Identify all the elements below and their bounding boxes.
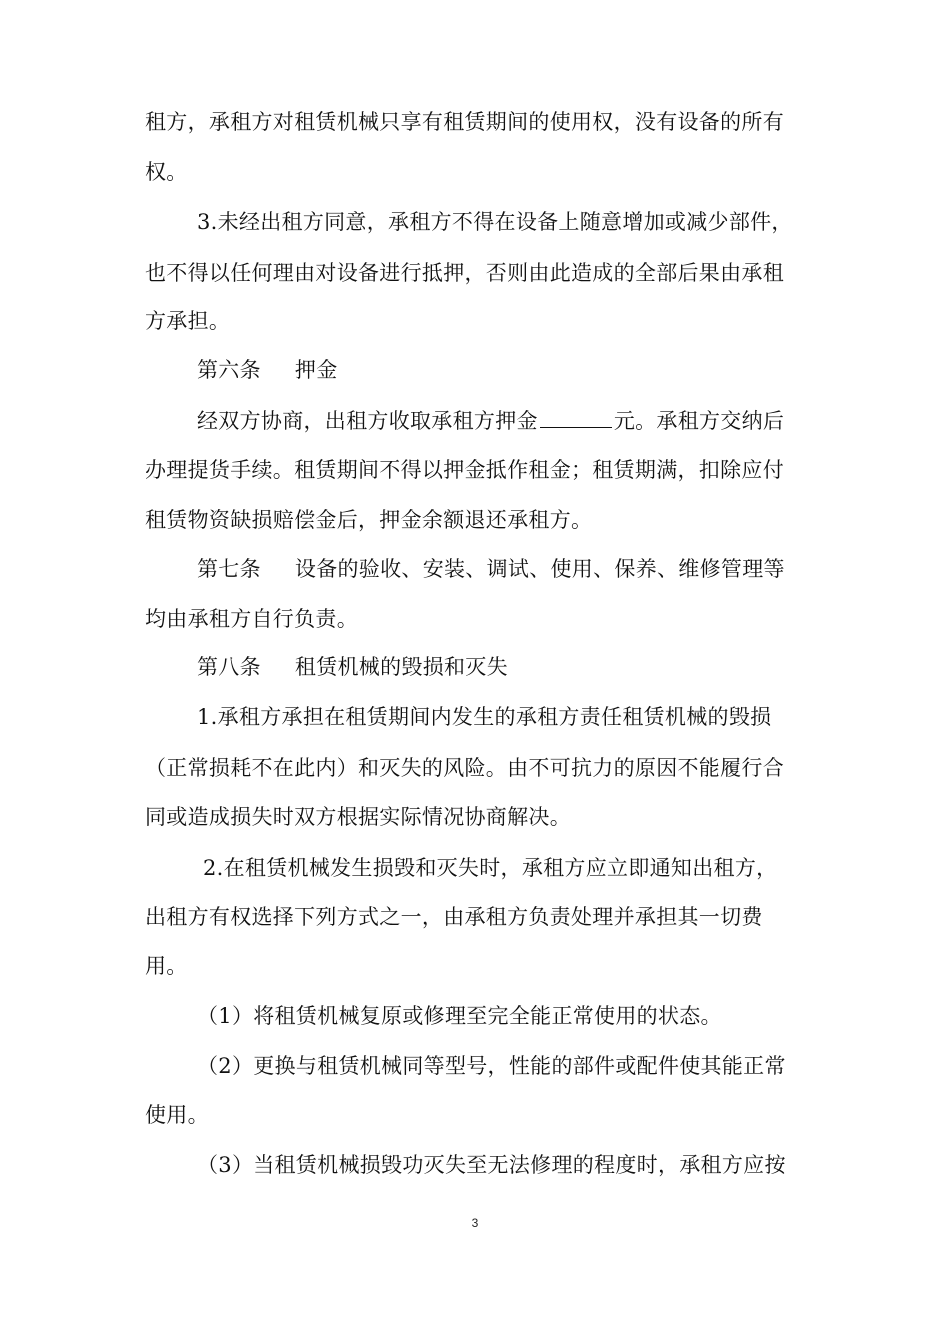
- text-line: 也不得以任何理由对设备进行抵押，否则由此造成的全部后果由承租: [145, 261, 784, 285]
- article-6-heading-line: [197, 355, 877, 385]
- article-8-number: 第八条: [197, 655, 261, 679]
- page-number: 3: [471, 1216, 479, 1230]
- text-line: （正常损耗不在此内）和灭失的风险。由不可抗力的原因不能履行合: [145, 756, 784, 780]
- text-line: 出租方有权选择下列方式之一，由承租方负责处理并承担其一切费: [145, 905, 763, 929]
- article-8-heading-line: [197, 652, 877, 682]
- text-line: （1）将租赁机械复原或修理至完全能正常使用的状态。: [197, 1004, 722, 1028]
- text-line: （3）当租赁机械损毁功灭失至无法修理的程度时，承租方应按: [197, 1153, 786, 1177]
- text-line: 同或造成损失时双方根据实际情况协商解决。: [145, 805, 571, 829]
- text-line: （2）更换与租赁机械同等型号，性能的部件或配件使其能正常: [197, 1054, 786, 1078]
- article-6-body-line: [197, 405, 877, 436]
- deposit-amount-blank: [540, 405, 612, 428]
- article-6-number: 第六条: [197, 358, 261, 382]
- deposit-text-after: 元。承租方交纳后: [613, 409, 785, 433]
- article-6-title: 押金: [294, 358, 338, 382]
- text-line: 方承担。: [145, 309, 231, 333]
- deposit-text-before: 经双方协商，出租方收取承租方押金: [197, 409, 538, 433]
- text-line: 1.承租方承担在租赁期间内发生的承租方责任租赁机械的毁损: [197, 705, 772, 729]
- text-line: 租赁物资缺损赔偿金后，押金余额退还承租方。: [145, 508, 593, 532]
- text-line: 3.未经出租方同意，承租方不得在设备上随意增加或减少部件，: [197, 210, 793, 234]
- text-line: 办理提货手续。租赁期间不得以押金抵作租金；租赁期满，扣除应付: [145, 458, 784, 482]
- article-7-title: 设备的验收、安装、调试、使用、保养、维修管理等: [294, 557, 785, 581]
- article-7-heading-line: [197, 554, 877, 584]
- text-line: 均由承租方自行负责。: [145, 607, 358, 631]
- text-line: 权。: [145, 160, 188, 184]
- article-7-number: 第七条: [197, 557, 261, 581]
- article-8-title: 租赁机械的毁损和灭失: [294, 655, 508, 679]
- text-line: 使用。: [145, 1103, 209, 1127]
- text-line: 租方，承租方对租赁机械只享有租赁期间的使用权，没有设备的所有: [145, 110, 784, 134]
- text-line: 用。: [145, 954, 188, 978]
- text-line: 2.在租赁机械发生损毁和灭失时，承租方应立即通知出租方，: [203, 856, 778, 880]
